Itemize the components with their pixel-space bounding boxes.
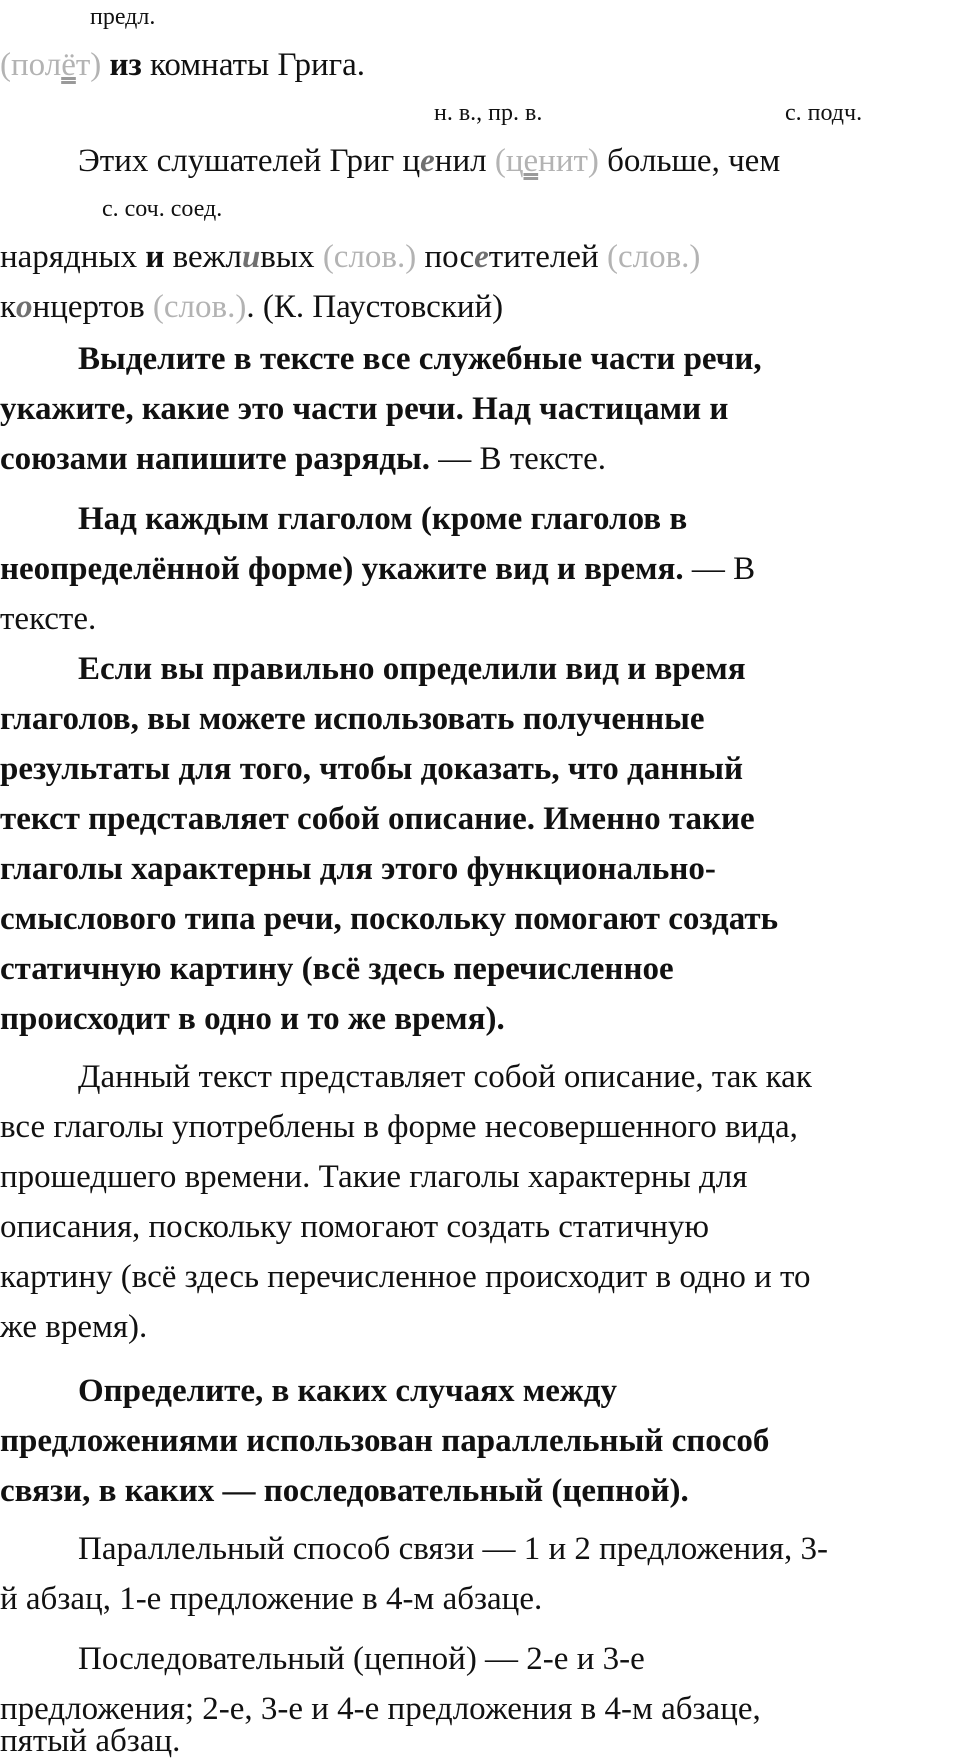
task2-line-1: Над каждым глаголом (кроме глаголов в bbox=[78, 501, 688, 537]
answer3-line-2: все глаголы употреблены в форме несовершенного вида, bbox=[0, 1109, 798, 1145]
answer3-line-6: же время). bbox=[0, 1309, 148, 1345]
task1-line-1: Выделите в тексте все служебные части речи, bbox=[78, 341, 762, 377]
task3-line-8: происходит в одно и то же время). bbox=[0, 1001, 505, 1037]
task1-line-2: укажите, какие это части речи. Над частицами и bbox=[0, 391, 729, 427]
task4-line-3: связи, в каких — последовательный (цепной). bbox=[0, 1473, 689, 1509]
answer4-sequential-line-3: пятый абзац. bbox=[0, 1723, 181, 1759]
task3-line-1: Если вы правильно определили вид и время bbox=[78, 651, 746, 687]
answer4-parallel-line-1: Параллельный способ связи — 1 и 2 предложения, 3- bbox=[78, 1531, 828, 1567]
task3-line-6: смыслового типа речи, поскольку помогают создать bbox=[0, 901, 779, 937]
task3-line-7: статичную картину (всё здесь перечисленное bbox=[0, 951, 674, 987]
annotation-coord-conj: с. соч. соед. bbox=[102, 196, 223, 222]
answer4-sequential-line-1: Последовательный (цепной) — 2-е и 3-е bbox=[78, 1641, 645, 1677]
task2-line-2: неопределённой форме) укажите вид и время. — В bbox=[0, 551, 756, 587]
task2-line-3: тексте. bbox=[0, 601, 97, 637]
task4-line-2: предложениями использован параллельный способ bbox=[0, 1423, 770, 1459]
task1-line-3: союзами напишите разряды. — В тексте. bbox=[0, 441, 606, 477]
task3-line-4: текст представляет собой описание. Именно такие bbox=[0, 801, 755, 837]
answer3-line-5: картину (всё здесь перечисленное происходит в одно и то bbox=[0, 1259, 811, 1295]
answer3-line-3: прошедшего времени. Такие глаголы характерны для bbox=[0, 1159, 748, 1195]
answer4-sequential-line-2: предложения; 2-е, 3-е и 4-е предложения в 4-м абзаце, bbox=[0, 1691, 761, 1727]
task4-line-1: Определите, в каких случаях между bbox=[78, 1373, 617, 1409]
task3-line-3: результаты для того, чтобы доказать, что данный bbox=[0, 751, 743, 787]
annotation-sub-conj: с. подч. bbox=[785, 100, 863, 126]
text-line-3: нарядных и вежливых (слов.) посетителей (слов.) bbox=[0, 239, 701, 275]
task3-line-2: глаголов, вы можете использовать полученные bbox=[0, 701, 705, 737]
answer3-line-4: описания, поскольку помогают создать статичную bbox=[0, 1209, 710, 1245]
task3-line-5: глаголы характерны для этого функционально- bbox=[0, 851, 716, 887]
answer3-line-1: Данный текст представляет собой описание, так как bbox=[78, 1059, 812, 1095]
text-line-4: концертов (слов.). (К. Паустовский) bbox=[0, 289, 504, 325]
annotation-predl: предл. bbox=[90, 4, 156, 30]
annotation-verb-form: н. в., пр. в. bbox=[434, 100, 543, 126]
answer4-parallel-line-2: й абзац, 1-е предложение в 4-м абзаце. bbox=[0, 1581, 543, 1617]
text-line-2: Этих слушателей Григ ценил (ценит) больше, чем bbox=[78, 143, 781, 179]
text-line-1: (полёт) из комнаты Грига. bbox=[0, 47, 366, 83]
